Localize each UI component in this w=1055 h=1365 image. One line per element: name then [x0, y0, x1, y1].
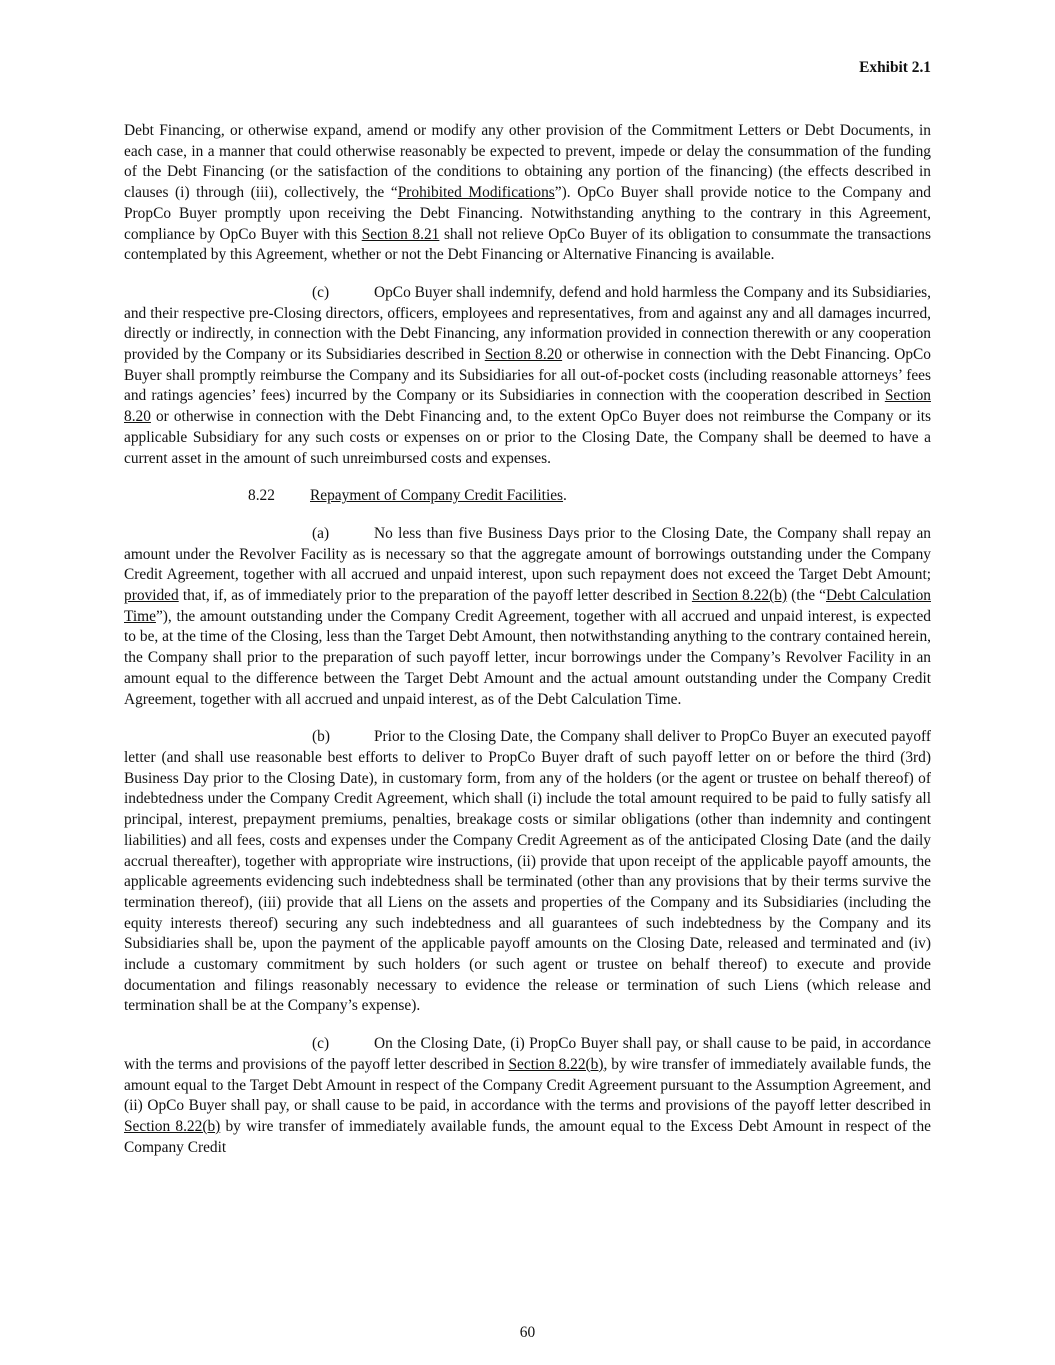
page-number: 60: [519, 1324, 536, 1341]
text-run: Prior to the Closing Date, the Company shall deliver to PropCo Buyer an executed payoff letter (and shall use reasonable best efforts to deliver to PropCo Buyer draft of such payoff letter on or before the third (3rd) Business Day prior to the Closing Date), in customary form, from any of the holders (or the agent or trustee on behalf thereof) of indebtedness under the Company Credit Agreement, which shall (i) include the total amount required to be paid to fully satisfy all principal, interest, prepayment premiums, penalties, breakage costs or similar obligations (other than indemnity and contingent liabilities) and all fees, costs and expenses under the Company Credit Agreement as of the anticipated Closing Date (and the daily accrual thereafter), together with appropriate wire instructions, (ii) provide that upon receipt of the applicable payoff amounts, the applicable agreements evidencing such indebtedness shall be terminated (other than any provisions that by their terms survive the termination thereof), (iii) provide that all Liens on the assets and properties of the Company and its Subsidiaries (including the equity interests thereof) securing any such indebtedness and all guarantees of such indebtedness by the Company and its Subsidiaries shall be, upon the payment of the applicable payoff amounts on the Closing Date, released and terminated and (iv) include a customary commitment by such holders (or such agent or trustee on behalf thereof) to execute and provide documentation and filings reasonably necessary to evidence the release or termination of such Liens (which release and termination shall be at the Company’s expense).: [124, 728, 931, 1015]
clause-number: (a): [312, 524, 330, 542]
text-run: .: [563, 487, 567, 505]
text-run: or otherwise in connection with the Debt Financing and, to the extent OpCo Buyer does not reimburse the Company or its applicable Subsidiary for any such costs or expenses on or prior to the Closing Date, the Company shall be deemed to have a current asset in the amount of such unreimbursed costs and expenses.: [124, 408, 931, 467]
text-run: shall not relieve OpCo Buyer of its obligation to consummate the transactions contemplated by this Agreement, whether or not the Debt Financing or Alternative Financing is available.: [124, 225, 931, 264]
section-reference-8-22-b: Section 8.22(b): [124, 1117, 221, 1135]
paragraph-8-22-a: [124, 524, 931, 710]
section-reference-8-21: Section 8.21: [361, 225, 440, 243]
section-reference-8-20: Section 8.20: [124, 387, 931, 426]
text-run: OpCo Buyer shall indemnify, defend and hold harmless the Company and its Subsidiaries, and their respective pre-Closing directors, officers, employees and representatives, from and against any and all damages incurred, directly or indirectly, in connection with the Debt Financing, any information provided in connection therewith or any cooperation provided by the Company or its Subsidiaries described in: [124, 283, 931, 364]
document-body: [124, 121, 931, 1175]
text-run: (the “: [787, 587, 827, 605]
text-run: No less than five Business Days prior to the Closing Date, the Company shall repay an amount under the Revolver Facility as is necessary so that the aggregate amount of borrowings outstanding under the Company Credit Agreement, together with all accrued and unpaid interest, upon such repayment does not exceed the Target Debt Amount;: [124, 524, 931, 584]
text-run: , by wire transfer of immediately available funds, the amount equal to the Target Debt Amount in respect of the Company Credit Agreement pursuant to the Assumption Agreement, and (ii) OpCo Buyer shall pay, or shall cause to be paid, in accordance with the terms and provisions of the payoff letter described in: [124, 1055, 931, 1115]
section-reference-8-20: Section 8.20: [484, 346, 563, 364]
clause-number: (c): [312, 1035, 330, 1053]
paragraph-prohibited-modifications: [124, 121, 931, 266]
text-run: On the Closing Date, (i) PropCo Buyer shall pay, or shall cause to be paid, in accordance with the terms and provisions of the payoff letter described in: [124, 1035, 931, 1073]
paragraph-8-22-b: [124, 727, 931, 1017]
text-run: by wire transfer of immediately available funds, the amount equal to the Excess Debt Amount in respect of the Company Credit: [124, 1117, 931, 1156]
text-run: Debt Financing, or otherwise expand, amend or modify any other provision of the Commitment Letters or Debt Documents, in each case, in a manner that could otherwise reasonably be expected to prevent, impede or delay the consummation of the funding of the Debt Financing (or the satisfaction of the conditions to obtaining any portion of the financing) (the effects described in clauses (i) through (iii), collectively, the “: [124, 122, 931, 202]
defined-term-debt-calculation-time: Debt Calculation Time: [124, 587, 931, 625]
paragraph-8-22-c: [124, 1034, 931, 1158]
text-run: ”), the amount outstanding under the Company Credit Agreement, together with all accrued and unpaid interest, is expected to be, at the time of the Closing, less than the Target Debt Amount, then notwithstanding anything to the contrary contained herein, the Company shall prior to the preparation of such payoff letter, incur borrowings under the Company’s Revolver Facility in an amount equal to the difference between the Target Debt Amount and the actual amount outstanding under the Company Credit Agreement, together with all accrued and unpaid interest, as of the Debt Calculation Time.: [124, 607, 931, 708]
section-reference-8-22-b: Section 8.22(b): [691, 587, 788, 605]
text-run: that, if, as of immediately prior to the preparation of the payoff letter described in: [178, 587, 692, 605]
clause-number: (c): [312, 283, 330, 301]
clause-number: (b): [312, 728, 330, 746]
defined-term-provided: provided: [124, 587, 179, 605]
exhibit-label: Exhibit 2.1: [859, 59, 931, 76]
section-reference-8-22-b: Section 8.22(b): [508, 1055, 604, 1073]
text-run: or otherwise in connection with the Debt Financing. OpCo Buyer shall promptly reimburse the Company and its Subsidiaries for all out-of-pocket costs (including reasonable attorneys’ fees and ratings agencies’ fees) incurred by the Company or its Subsidiaries in connection with the cooperation described in: [124, 346, 931, 405]
defined-term-prohibited-modifications: Prohibited Modifications: [397, 184, 555, 202]
paragraph-8-21-c: [124, 283, 931, 469]
section-title: Repayment of Company Credit Facilities: [310, 487, 564, 505]
section-number: 8.22: [248, 487, 275, 505]
section-heading-8-22: [248, 486, 931, 507]
text-run: ”). OpCo Buyer shall provide notice to the Company and PropCo Buyer promptly upon receiving the Debt Financing. Notwithstanding anything to the contrary in this Agreement, compliance by OpCo Buyer with this: [124, 184, 931, 243]
